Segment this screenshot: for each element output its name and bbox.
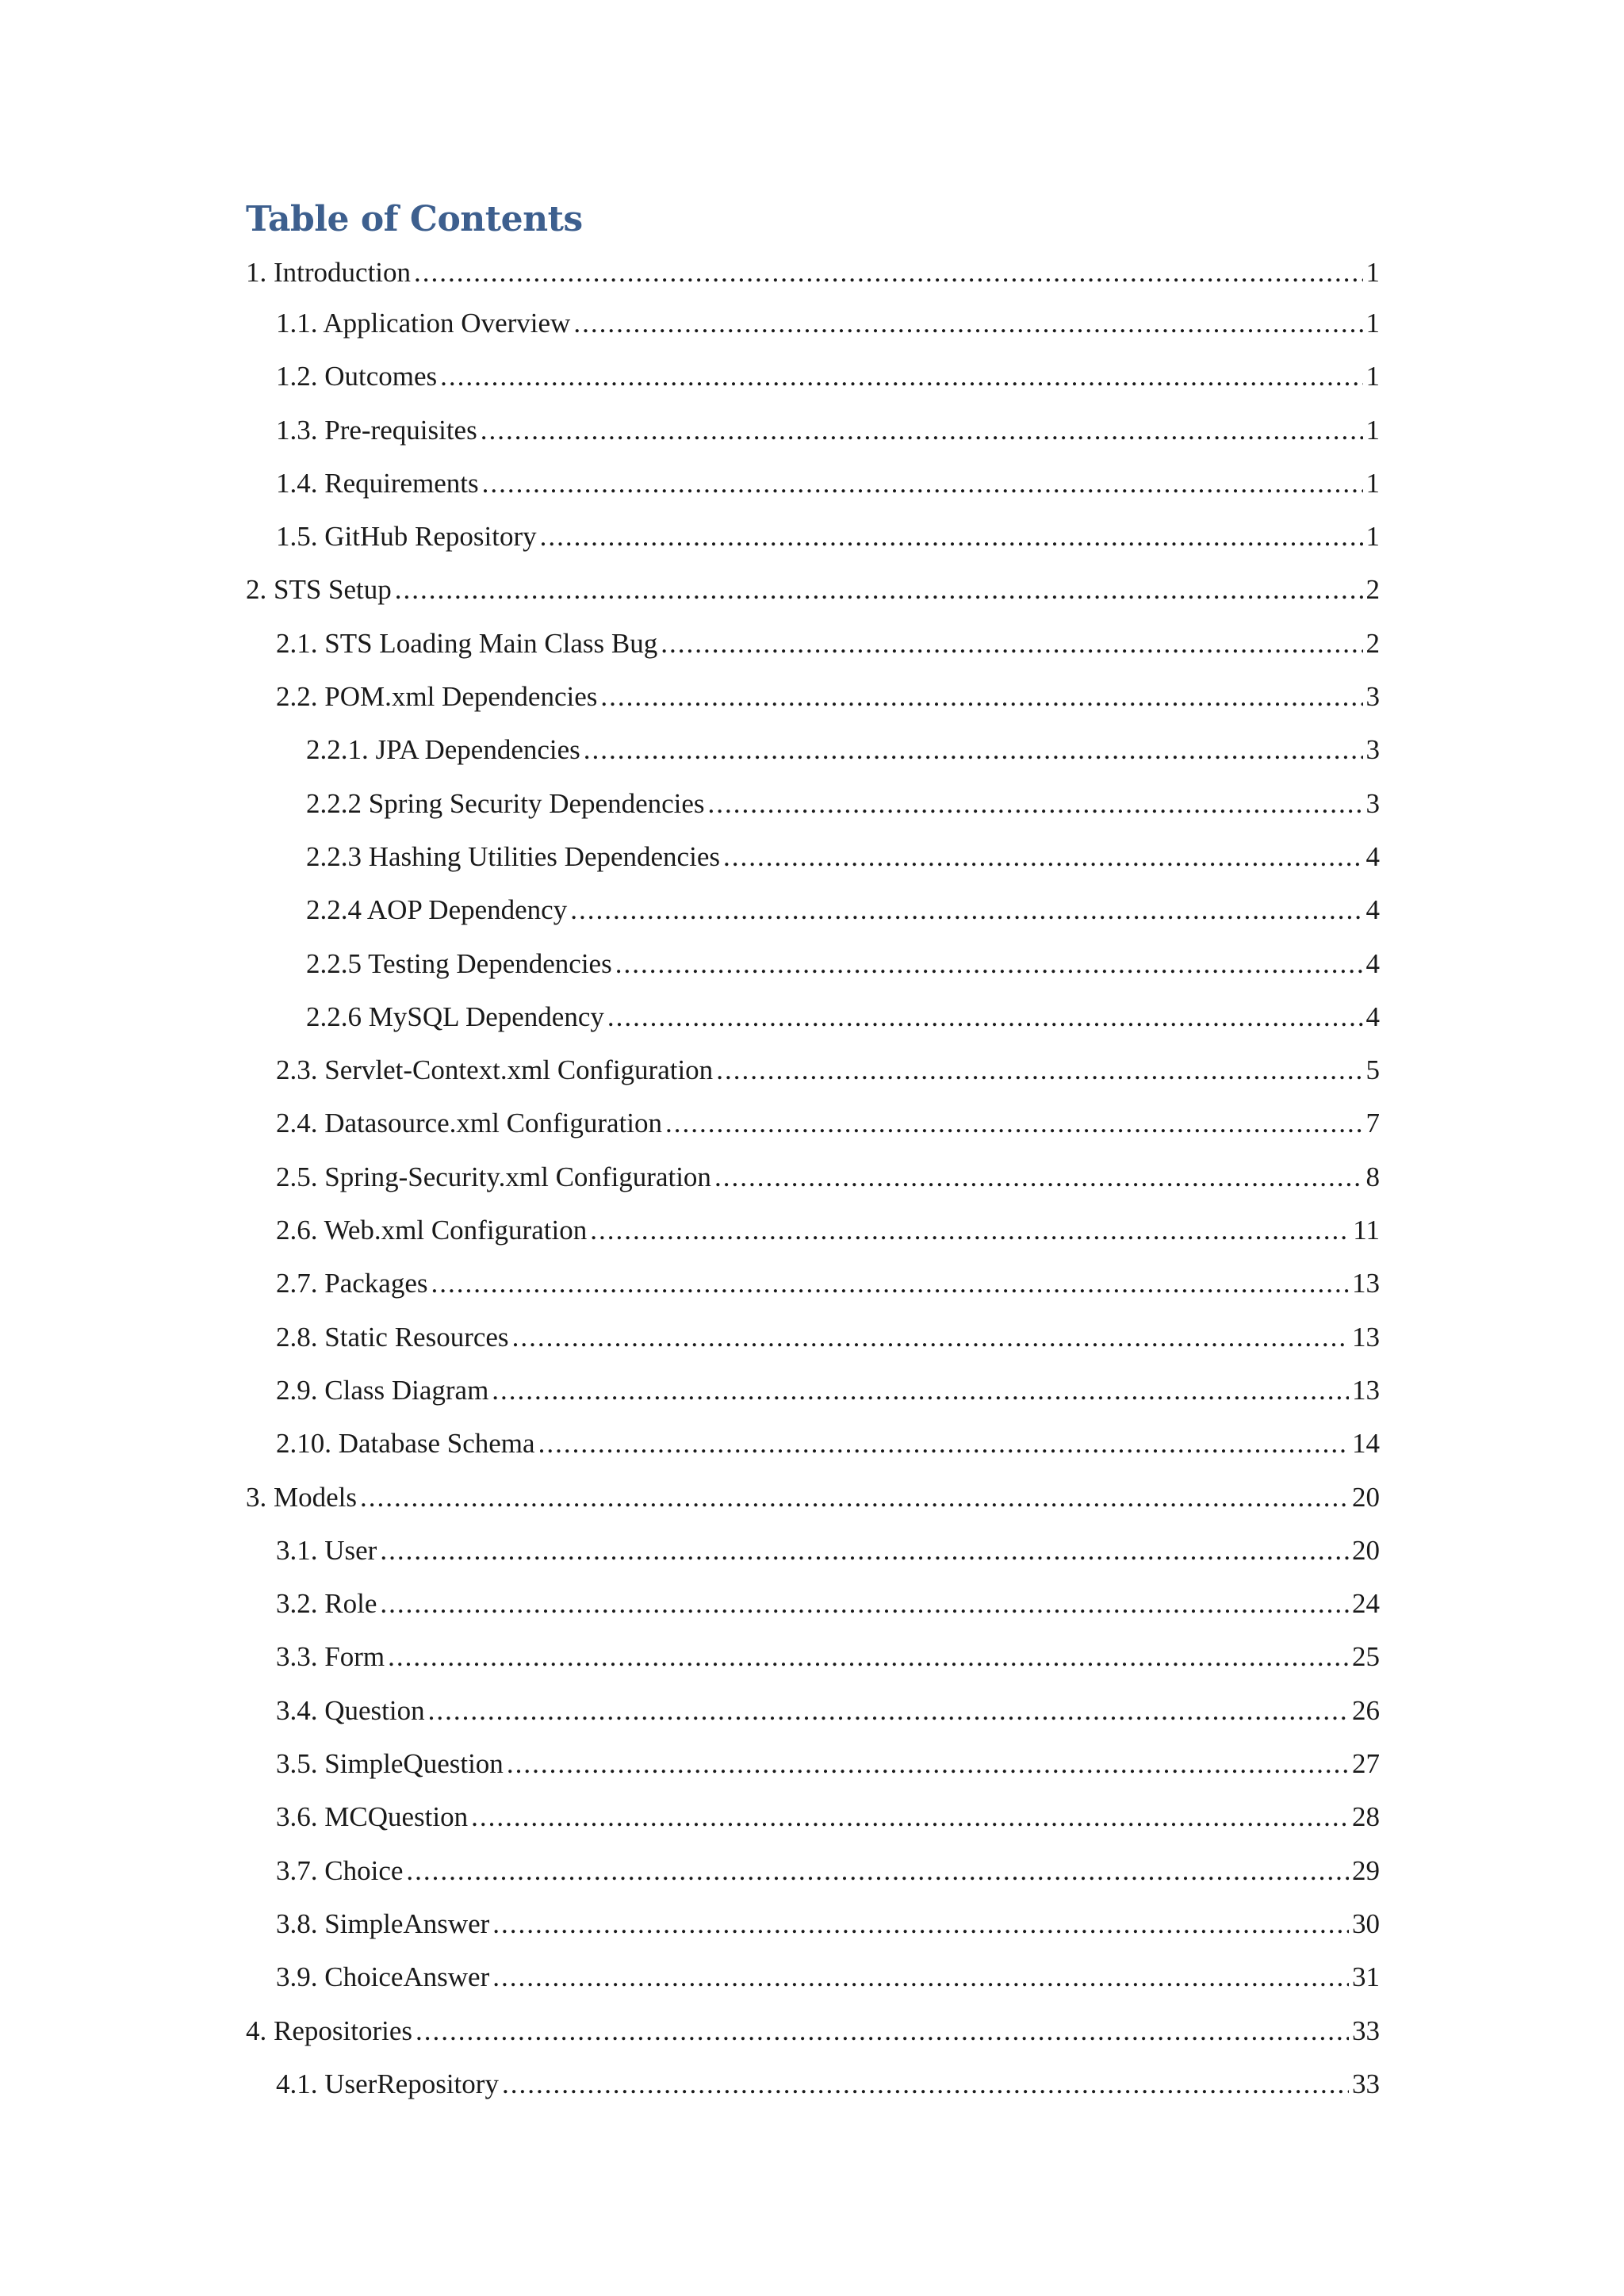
toc-dot-leader [665, 1096, 1363, 1150]
toc-entry-label: 4.1. UserRepository [276, 2068, 499, 2099]
toc-entry-label: 1.4. Requirements [276, 467, 479, 499]
toc-entry-page-number: 4 [1365, 1001, 1380, 1032]
toc-entry-28[interactable] [246, 1684, 1380, 1737]
document-page [246, 190, 1380, 2110]
toc-entry-page-number: 1 [1365, 414, 1380, 446]
toc-entry-page-number: 3 [1365, 681, 1380, 713]
toc-entry-26[interactable] [246, 1577, 1380, 1630]
toc-entry-23[interactable] [246, 1417, 1380, 1470]
toc-entry-30[interactable] [246, 1790, 1380, 1843]
toc-entry-label: 3.4. Question [276, 1694, 425, 1726]
toc-entry-label: 2.2.5 Testing Dependencies [306, 947, 612, 979]
toc-entry-page-number: 4 [1365, 840, 1380, 872]
toc-entry-21[interactable] [246, 1311, 1380, 1364]
toc-entry-3[interactable] [246, 350, 1380, 403]
toc-dot-leader [414, 249, 1362, 297]
toc-entry-10[interactable] [246, 723, 1380, 776]
toc-entry-18[interactable] [246, 1150, 1380, 1203]
toc-entry-page-number: 1 [1365, 257, 1380, 288]
toc-entry-32[interactable] [246, 1897, 1380, 1950]
toc-entry-34[interactable] [246, 2004, 1380, 2057]
toc-entry-page-number: 26 [1352, 1694, 1380, 1726]
toc-entry-8[interactable] [246, 617, 1380, 670]
toc-dot-leader [380, 1577, 1349, 1630]
toc-entry-35[interactable] [246, 2057, 1380, 2110]
toc-entry-label: 3.7. Choice [276, 1854, 404, 1886]
toc-entry-page-number: 33 [1352, 2068, 1380, 2099]
toc-entry-label: 1.1. Application Overview [276, 308, 571, 339]
toc-dot-leader [507, 1737, 1349, 1790]
toc-dot-leader [440, 350, 1362, 403]
toc-dot-leader [615, 937, 1363, 990]
toc-entry-label: 2.7. Packages [276, 1268, 428, 1299]
toc-entry-label: 2.4. Datasource.xml Configuration [276, 1108, 662, 1139]
toc-dot-leader [388, 1630, 1349, 1683]
toc-dot-leader [600, 670, 1362, 723]
toc-entry-label: 2.2.6 MySQL Dependency [306, 1001, 604, 1032]
toc-entry-label: 3.2. Role [276, 1588, 377, 1620]
toc-entry-label: 3.6. MCQuestion [276, 1801, 469, 1833]
toc-entry-page-number: 3 [1365, 734, 1380, 766]
toc-dot-leader [360, 1471, 1349, 1524]
toc-entry-24[interactable] [246, 1471, 1380, 1524]
toc-entry-19[interactable] [246, 1203, 1380, 1257]
toc-dot-leader [540, 510, 1363, 563]
toc-dot-leader [395, 563, 1363, 616]
toc-entry-1[interactable] [246, 249, 1380, 297]
toc-entry-label: 3.9. ChoiceAnswer [276, 1961, 490, 1993]
toc-entry-label: 1. Introduction [246, 257, 412, 288]
toc-dot-leader [661, 617, 1362, 670]
toc-entry-page-number: 2 [1365, 574, 1380, 606]
toc-entry-label: 2.8. Static Resources [276, 1321, 509, 1353]
toc-entry-page-number: 29 [1352, 1854, 1380, 1886]
toc-entry-2[interactable] [246, 297, 1380, 350]
toc-entry-page-number: 24 [1352, 1588, 1380, 1620]
toc-entry-label: 2.10. Database Schema [276, 1428, 535, 1460]
toc-dot-leader [380, 1524, 1349, 1577]
toc-dot-leader [590, 1203, 1350, 1257]
toc-entry-6[interactable] [246, 510, 1380, 563]
toc-entry-11[interactable] [246, 777, 1380, 830]
toc-entry-page-number: 13 [1352, 1374, 1380, 1406]
toc-entry-label: 3.5. SimpleQuestion [276, 1748, 504, 1780]
toc-entry-label: 2.6. Web.xml Configuration [276, 1215, 588, 1246]
toc-entry-label: 2.1. STS Loading Main Class Bug [276, 627, 658, 659]
toc-entry-29[interactable] [246, 1737, 1380, 1790]
toc-dot-leader [482, 457, 1363, 510]
toc-entry-label: 1.2. Outcomes [276, 361, 438, 392]
toc-entry-15[interactable] [246, 990, 1380, 1043]
toc-entry-page-number: 8 [1365, 1161, 1380, 1192]
toc-entry-25[interactable] [246, 1524, 1380, 1577]
toc-dot-leader [416, 2004, 1349, 2057]
toc-dot-leader [538, 1417, 1349, 1470]
toc-entry-14[interactable] [246, 937, 1380, 990]
toc-dot-leader [492, 1897, 1349, 1950]
toc-entry-27[interactable] [246, 1630, 1380, 1683]
toc-dot-leader [607, 990, 1363, 1043]
toc-entry-page-number: 1 [1365, 467, 1380, 499]
toc-entry-label: 2.3. Servlet-Context.xml Configuration [276, 1054, 714, 1086]
toc-entry-page-number: 31 [1352, 1961, 1380, 1993]
toc-dot-leader [492, 1950, 1349, 2003]
toc-entry-label: 4. Repositories [246, 2015, 412, 2046]
toc-list [246, 249, 1380, 2110]
toc-entry-page-number: 4 [1365, 947, 1380, 979]
toc-entry-page-number: 33 [1352, 2015, 1380, 2046]
toc-entry-page-number: 3 [1365, 787, 1380, 819]
toc-dot-leader [512, 1311, 1349, 1364]
toc-entry-17[interactable] [246, 1096, 1380, 1150]
toc-dot-leader [716, 1043, 1362, 1096]
toc-entry-12[interactable] [246, 830, 1380, 883]
toc-entry-page-number: 1 [1365, 521, 1380, 553]
toc-entry-label: 2.9. Class Diagram [276, 1374, 489, 1406]
toc-dot-leader [471, 1790, 1349, 1843]
toc-dot-leader [492, 1364, 1349, 1417]
toc-entry-page-number: 28 [1352, 1801, 1380, 1833]
toc-dot-leader [428, 1684, 1349, 1737]
toc-entry-label: 3. Models [246, 1481, 357, 1513]
toc-entry-page-number: 20 [1352, 1534, 1380, 1566]
toc-entry-31[interactable] [246, 1844, 1380, 1897]
toc-entry-page-number: 5 [1365, 1054, 1380, 1086]
toc-entry-page-number: 2 [1365, 627, 1380, 659]
toc-entry-page-number: 1 [1365, 361, 1380, 392]
toc-entry-label: 1.5. GitHub Repository [276, 521, 537, 553]
toc-entry-label: 2.2. POM.xml Dependencies [276, 681, 598, 713]
toc-entry-4[interactable] [246, 404, 1380, 457]
toc-entry-page-number: 30 [1352, 1908, 1380, 1939]
toc-dot-leader [714, 1150, 1363, 1203]
toc-entry-page-number: 13 [1352, 1321, 1380, 1353]
toc-dot-leader [708, 777, 1363, 830]
toc-dot-leader [431, 1257, 1349, 1310]
toc-entry-7[interactable] [246, 563, 1380, 616]
toc-entry-16[interactable] [246, 1043, 1380, 1096]
toc-entry-5[interactable] [246, 457, 1380, 510]
toc-entry-33[interactable] [246, 1950, 1380, 2003]
toc-entry-22[interactable] [246, 1364, 1380, 1417]
toc-entry-label: 3.1. User [276, 1534, 377, 1566]
toc-entry-page-number: 14 [1352, 1428, 1380, 1460]
toc-entry-label: 2.2.3 Hashing Utilities Dependencies [306, 840, 720, 872]
toc-entry-20[interactable] [246, 1257, 1380, 1310]
toc-dot-leader [406, 1844, 1349, 1897]
toc-entry-9[interactable] [246, 670, 1380, 723]
toc-dot-leader [481, 404, 1363, 457]
toc-entry-page-number: 1 [1365, 308, 1380, 339]
toc-title: Table of Contents [246, 199, 583, 239]
toc-entry-page-number: 20 [1352, 1481, 1380, 1513]
toc-entry-page-number: 7 [1365, 1108, 1380, 1139]
toc-entry-label: 3.3. Form [276, 1641, 385, 1673]
toc-entry-page-number: 4 [1365, 894, 1380, 926]
toc-entry-page-number: 25 [1352, 1641, 1380, 1673]
toc-dot-leader [584, 723, 1363, 776]
toc-dot-leader [723, 830, 1363, 883]
toc-entry-label: 2.2.2 Spring Security Dependencies [306, 787, 705, 819]
toc-entry-page-number: 27 [1352, 1748, 1380, 1780]
toc-dot-leader [570, 883, 1362, 936]
toc-entry-page-number: 11 [1353, 1215, 1380, 1246]
toc-dot-leader [502, 2057, 1349, 2110]
toc-entry-label: 1.3. Pre-requisites [276, 414, 477, 446]
toc-entry-label: 2.5. Spring-Security.xml Configuration [276, 1161, 711, 1192]
toc-entry-label: 2.2.4 AOP Dependency [306, 894, 568, 926]
toc-entry-13[interactable] [246, 883, 1380, 936]
toc-entry-page-number: 13 [1352, 1268, 1380, 1299]
toc-dot-leader [573, 297, 1362, 350]
toc-entry-label: 2. STS Setup [246, 574, 392, 606]
toc-entry-label: 3.8. SimpleAnswer [276, 1908, 490, 1939]
toc-entry-label: 2.2.1. JPA Dependencies [306, 734, 580, 766]
